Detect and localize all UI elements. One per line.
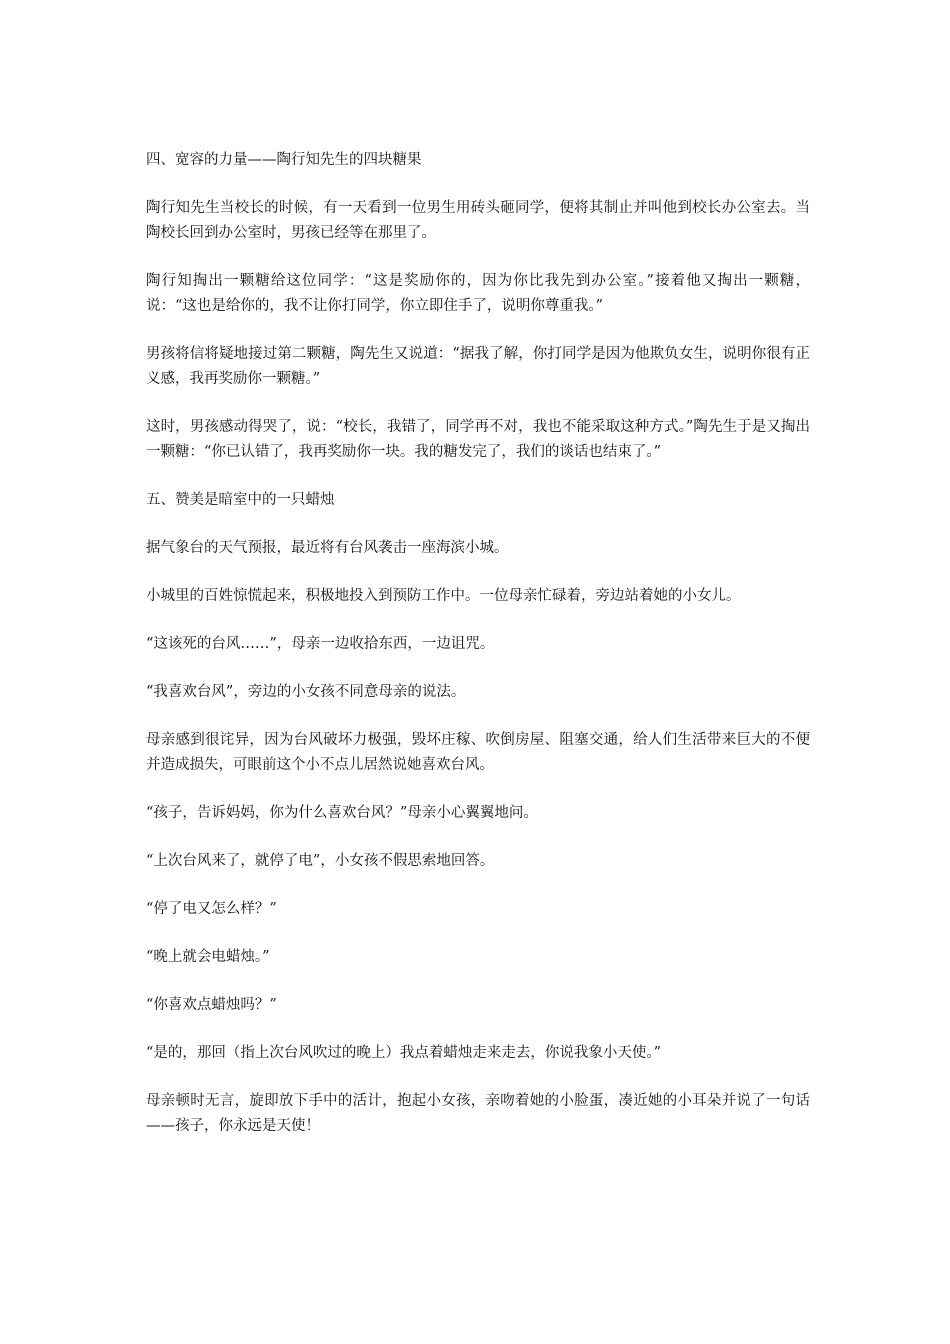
- section-heading-5: 五、赞美是暗室中的一只蜡烛: [146, 492, 335, 508]
- document-body: [146, 148, 810, 1162]
- paragraph: 陶行知掏出一颗糖给这位同学：“这是奖励你的，因为你比我先到办公室。”接着他又掏出一颗糖，说：“这也是给你的，我不让你打同学，你立即住手了，说明你尊重我。”: [146, 273, 810, 314]
- paragraph: “是的，那回（指上次台风吹过的晚上）我点着蜡烛走来走去，你说我象小天使。”: [146, 1045, 662, 1061]
- paragraph: 母亲感到很诧异，因为台风破坏力极强，毁坏庄稼、吹倒房屋、阻塞交通，给人们生活带来巨大的不便并造成损失，可眼前这个小不点儿居然说她喜欢台风。: [146, 732, 810, 773]
- paragraph: “上次台风来了，就停了电”，小女孩不假思索地回答。: [146, 853, 495, 869]
- paragraph: “晚上就会电蜡烛。”: [146, 949, 270, 965]
- paragraph: “我喜欢台风”，旁边的小女孩不同意母亲的说法。: [146, 684, 466, 700]
- paragraph: “停了电又怎么样？”: [146, 901, 277, 917]
- paragraph: “孩子，告诉妈妈，你为什么喜欢台风？”母亲小心翼翼地问。: [146, 805, 538, 821]
- paragraph: 这时，男孩感动得哭了，说：“校长，我错了，同学再不对，我也不能采取这种方式。”陶先生于是又掏出一颗糖：“你已认错了，我再奖励你一块。我的糖发完了，我们的谈话也结束了。”: [146, 419, 810, 460]
- paragraph: 小城里的百姓惊慌起来，积极地投入到预防工作中。一位母亲忙碌着，旁边站着她的小女儿。: [146, 588, 741, 604]
- paragraph: “你喜欢点蜡烛吗？”: [146, 997, 277, 1013]
- paragraph: 陶行知先生当校长的时候，有一天看到一位男生用砖头砸同学，便将其制止并叫他到校长办公室去。当陶校长回到办公室时，男孩已经等在那里了。: [146, 200, 810, 241]
- paragraph: 据气象台的天气预报，最近将有台风袭击一座海滨小城。: [146, 540, 509, 556]
- paragraph: 男孩将信将疑地接过第二颗糖，陶先生又说道：“据我了解，你打同学是因为他欺负女生，说明你很有正义感，我再奖励你一颗糖。”: [146, 346, 810, 387]
- section-heading-4: 四、宽容的力量——陶行知先生的四块糖果: [146, 152, 422, 168]
- paragraph: 母亲顿时无言，旋即放下手中的活计，抱起小女孩，亲吻着她的小脸蛋，凑近她的小耳朵并说了一句话——孩子，你永远是天使！: [146, 1093, 810, 1134]
- paragraph: “这该死的台风……”，母亲一边收拾东西，一边诅咒。: [146, 636, 495, 652]
